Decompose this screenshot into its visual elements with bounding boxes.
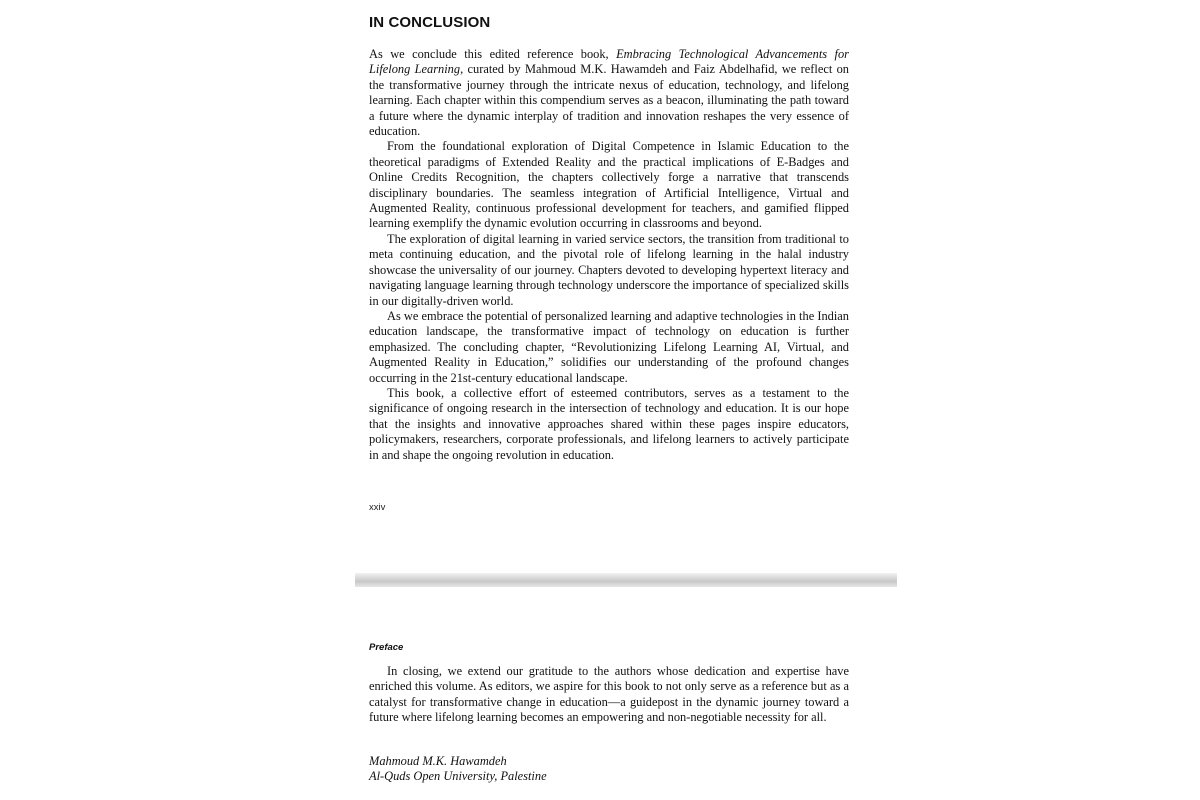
- paragraph-2: From the foundational exploration of Digital Competence in Islamic Education to the theoretical paradigms of Extended Reality and the practical implications of E-Badges and Online Credits Recognition, the chapters collectively forge a narrative that transcends disciplinary boundaries. The seamless integration of Artificial Intelligence, Virtual and Augmented Reality, continuous professional development for teachers, and gamified flipped learning exemplify the dynamic evolution occurring in classrooms and beyond.: [369, 139, 849, 231]
- paragraph-4: As we embrace the potential of personalized learning and adaptive technologies in the Indian education landscape, the transformative impact of technology on education is further emphasized. The concluding chapter, “Revolutionizing Lifelong Learning AI, Virtual, and Augmented Reality in Education,” solidifies our understanding of the profound changes occurring in the 21st-century educational landscape.: [369, 308, 849, 385]
- paragraph-3: The exploration of digital learning in varied service sectors, the transition from traditional to meta continuing education, and the pivotal role of lifelong learning in the halal industry showcase the universality of our journey. Chapters devoted to developing hypertext literacy and navigating language learning through technology underscore the importance of specialized skills in our digitally-driven world.: [369, 231, 849, 308]
- book-title: Embracing Technological Advancements for Lifelong Learning: [369, 47, 849, 77]
- conclusion-body: [369, 47, 849, 463]
- paragraph-closing: In closing, we extend our gratitude to the authors whose dedication and expertise have enriched this volume. As editors, we aspire for this book to not only serve as a reference but as a catalyst for transformative change in education—a guidepost in the dynamic journey toward a future where lifelong learning becomes an empowering and non-negotiable necessity for all.: [369, 664, 849, 725]
- paragraph-5: This book, a collective effort of esteemed contributors, serves as a testament to the significance of ongoing research in the intersection of technology and education. It is our hope that the insights and innovative approaches shared within these pages inspire educators, policymakers, researchers, corporate professionals, and lifelong learners to actively participate in and shape the ongoing revolution in education.: [369, 385, 849, 462]
- preface-body: [369, 664, 849, 726]
- signature-block: [369, 754, 547, 785]
- page-conclusion: [355, 0, 897, 573]
- paragraph-1: As we conclude this edited reference book, Embracing Technological Advancements for Lifelong Learning, curated by Mahmoud M.K. Hawamdeh and Faiz Abdelhafid, we reflect on the transformative journey through the intricate nexus of education, technology, and lifelong learning. Each chapter within this compendium serves as a beacon, illuminating the path toward a future where the dynamic interplay of tradition and innovation reshapes the very essence of education.: [369, 47, 849, 139]
- signature-affiliation: Al-Quds Open University, Palestine: [369, 769, 547, 784]
- page-preface: [355, 587, 897, 800]
- page-separator: [355, 573, 897, 587]
- running-header: Preface: [369, 642, 404, 653]
- signature-name: Mahmoud M.K. Hawamdeh: [369, 754, 507, 768]
- page-number: xxiv: [369, 502, 386, 513]
- section-heading: IN CONCLUSION: [369, 14, 491, 31]
